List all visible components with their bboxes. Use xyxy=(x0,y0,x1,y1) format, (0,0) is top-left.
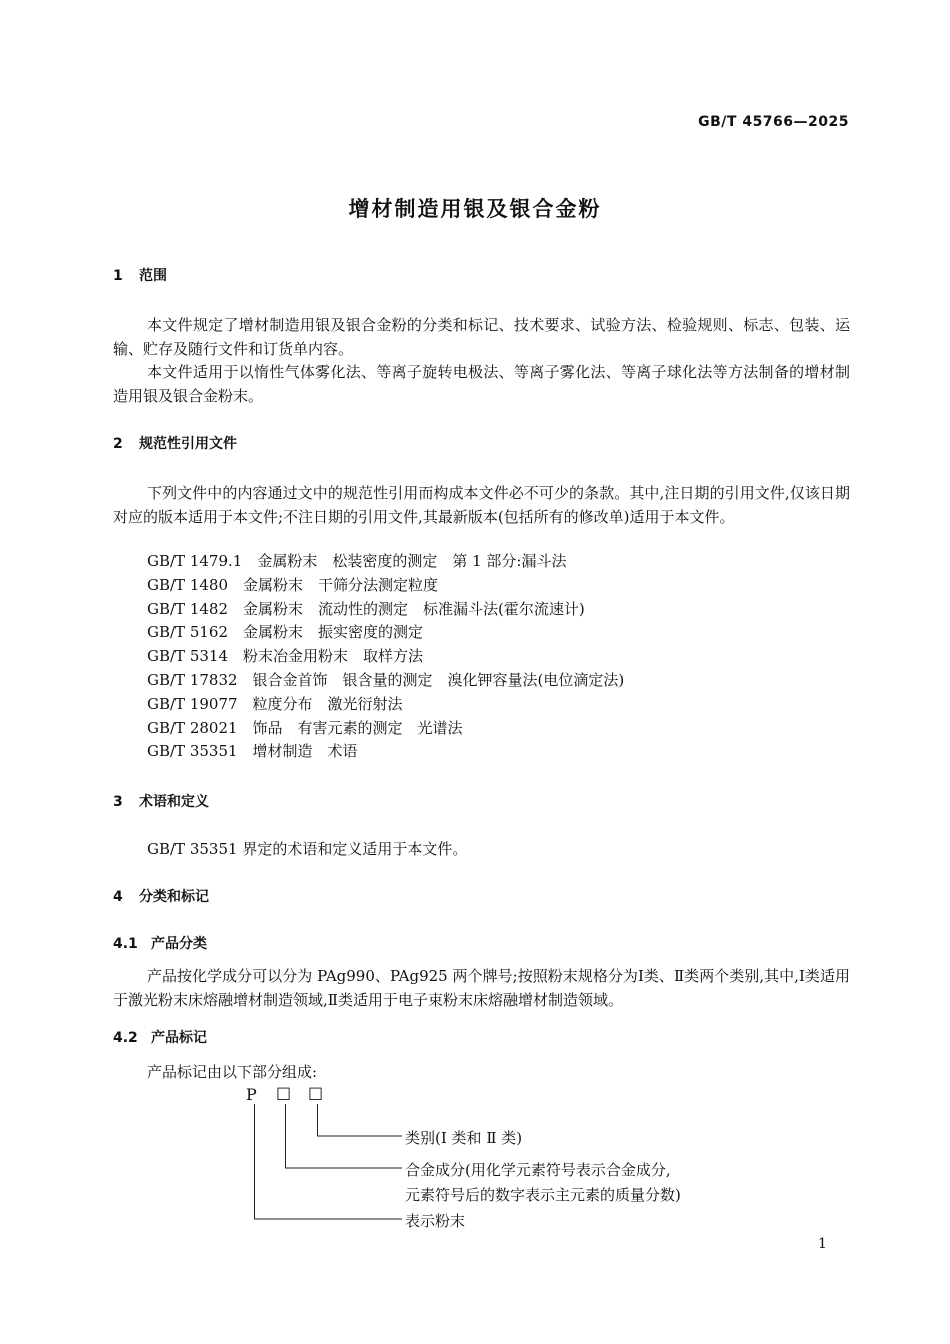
reference-item: GB/T 19077 粒度分布 激光衍射法 xyxy=(147,694,403,713)
section-1-paragraph-1: 本文件规定了增材制造用银及银合金粉的分类和标记、技术要求、试验方法、检验规则、标志、包装、运输、贮存及随行文件和订货单内容。 xyxy=(113,316,850,358)
marking-box-category: □ xyxy=(308,1083,324,1102)
marking-line-category xyxy=(318,1104,403,1136)
reference-item: GB/T 35351 增材制造 术语 xyxy=(147,742,358,761)
marking-label-powder: 表示粉末 xyxy=(405,1212,466,1230)
section-3-title: 术语和定义 xyxy=(139,794,209,810)
section-4-title: 分类和标记 xyxy=(139,889,209,905)
section-1-number: 1 xyxy=(113,268,123,284)
document-title: 增材制造用银及银合金粉 xyxy=(348,197,602,221)
subsection-4-1-title: 产品分类 xyxy=(151,936,207,952)
marking-label-alloy-line-1: 合金成分(用化学元素符号表示合金成分, xyxy=(405,1161,671,1179)
marking-label-category: 类别(Ⅰ 类和 Ⅱ 类) xyxy=(405,1129,523,1147)
subsection-4-1-paragraph: 产品按化学成分可以分为 PAg990、PAg925 两个牌号;按照粉末规格分为Ⅰ类、Ⅱ类两个类别,其中,Ⅰ类适用于激光粉末床熔融增材制造领域,Ⅱ类适用于电子束粉末床熔融增材制造领域。 xyxy=(113,967,850,1009)
section-3-number: 3 xyxy=(113,794,123,810)
reference-item: GB/T 1479.1 金属粉末 松装密度的测定 第 1 部分:漏斗法 xyxy=(147,552,567,570)
section-3-paragraph: GB/T 35351 界定的术语和定义适用于本文件。 xyxy=(147,840,468,858)
section-2-title: 规范性引用文件 xyxy=(139,436,237,452)
section-4-number: 4 xyxy=(113,889,123,905)
reference-item: GB/T 1480 金属粉末 干筛分法测定粒度 xyxy=(147,575,439,594)
reference-item: GB/T 28021 饰品 有害元素的测定 光谱法 xyxy=(147,718,463,737)
marking-prefix: P xyxy=(246,1085,257,1104)
section-1-paragraph-2: 本文件适用于以惰性气体雾化法、等离子旋转电极法、等离子雾化法、等离子球化法等方法制备的增材制造用银及银合金粉末。 xyxy=(113,363,850,405)
reference-item: GB/T 1482 金属粉末 流动性的测定 标准漏斗法(霍尔流速计) xyxy=(147,599,585,618)
subsection-4-1-number: 4.1 xyxy=(113,936,138,952)
subsection-4-2-title: 产品标记 xyxy=(151,1030,207,1046)
reference-item: GB/T 5314 粉末冶金用粉末 取样方法 xyxy=(147,647,424,666)
subsection-4-2-number: 4.2 xyxy=(113,1030,138,1046)
subsection-4-2-paragraph: 产品标记由以下部分组成: xyxy=(147,1063,318,1081)
section-2-intro: 下列文件中的内容通过文中的规范性引用而构成本文件必不可少的条款。其中,注日期的引用文件,仅该日期对应的版本适用于本文件;不注日期的引用文件,其最新版本(包括所有的修改单)适用于本文件。 xyxy=(113,484,850,526)
reference-item: GB/T 5162 金属粉末 振实密度的测定 xyxy=(147,623,424,642)
marking-line-powder xyxy=(255,1104,403,1219)
marking-box-alloy: □ xyxy=(276,1083,292,1102)
section-2-number: 2 xyxy=(113,436,123,452)
standard-code: GB/T 45766—2025 xyxy=(698,114,849,130)
marking-label-alloy-line-2: 元素符号后的数字表示主元素的质量分数) xyxy=(405,1186,681,1204)
page-number: 1 xyxy=(818,1236,827,1252)
section-1-title: 范围 xyxy=(139,268,167,284)
reference-item: GB/T 17832 银合金首饰 银含量的测定 溴化钾容量法(电位滴定法) xyxy=(147,670,625,689)
